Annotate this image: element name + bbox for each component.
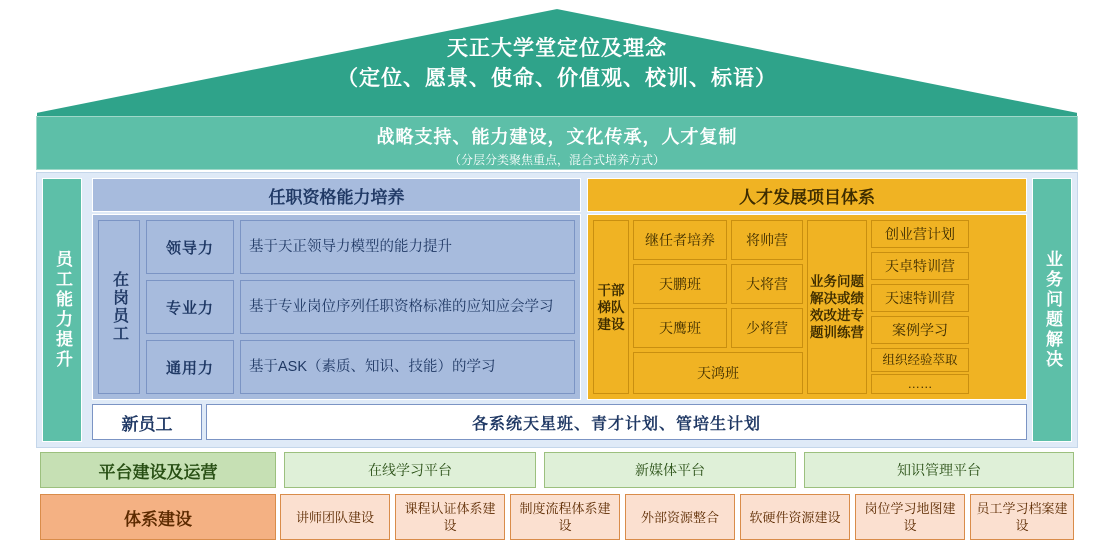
talent-tianying-class: 天鹰班 bbox=[633, 308, 727, 348]
strategy-band bbox=[36, 116, 1078, 170]
talent-ellipsis: …… bbox=[871, 374, 969, 394]
ability-professional-desc: 基于专业岗位序列任职资格标准的应知应会学习 bbox=[240, 280, 575, 334]
talent-successor-training: 继任者培养 bbox=[633, 220, 727, 260]
system-item-external-resources: 外部资源整合 bbox=[625, 494, 735, 540]
system-row bbox=[40, 494, 1074, 540]
platform-item-knowledge-management: 知识管理平台 bbox=[804, 452, 1074, 488]
system-item-hardware-software: 软硬件资源建设 bbox=[740, 494, 850, 540]
system-item-course-certification: 课程认证体系建设 bbox=[395, 494, 505, 540]
platform-head: 平台建设及运营 bbox=[40, 452, 276, 488]
talent-tianzhuo-camp: 天卓特训营 bbox=[871, 252, 969, 280]
talent-experience-extraction: 组织经验萃取 bbox=[871, 348, 969, 372]
talent-title: 人才发展项目体系 bbox=[587, 178, 1027, 212]
talent-tiansu-camp: 天速特训营 bbox=[871, 284, 969, 312]
on-job-employee-label bbox=[98, 220, 140, 394]
problem-solving-camp-label: 业务问题解决或绩效改进专题训练营 bbox=[807, 220, 867, 394]
ability-professional: 专业力 bbox=[146, 280, 234, 334]
cadre-echelon-label: 干部梯队建设 bbox=[593, 220, 629, 394]
left-column-label: 员工能力提升 bbox=[53, 250, 72, 370]
talent-general-camp: 将帅营 bbox=[731, 220, 803, 260]
talent-minor-general-camp: 少将营 bbox=[731, 308, 803, 348]
left-column-employee-capability bbox=[42, 178, 82, 442]
roof-title-line1: 天正大学堂定位及理念 bbox=[447, 37, 667, 60]
ability-general-desc: 基于ASK（素质、知识、技能）的学习 bbox=[240, 340, 575, 394]
new-employee-desc: 各系统天星班、青才计划、管培生计划 bbox=[206, 404, 1027, 440]
talent-case-study: 案例学习 bbox=[871, 316, 969, 344]
talent-tianhong-class: 天鸿班 bbox=[633, 352, 803, 394]
ability-general: 通用力 bbox=[146, 340, 234, 394]
system-item-process-system: 制度流程体系建设 bbox=[510, 494, 620, 540]
platform-row bbox=[40, 452, 1074, 488]
right-column-business-problem bbox=[1032, 178, 1072, 442]
new-employee-label: 新员工 bbox=[92, 404, 202, 440]
system-head: 体系建设 bbox=[40, 494, 276, 540]
platform-item-online-learning: 在线学习平台 bbox=[284, 452, 536, 488]
system-item-learning-archive: 员工学习档案建设 bbox=[970, 494, 1074, 540]
roof-title bbox=[0, 34, 1114, 94]
ability-leadership-desc: 基于天正领导力模型的能力提升 bbox=[240, 220, 575, 274]
talent-startup-camp: 创业营计划 bbox=[871, 220, 969, 248]
qualification-title: 任职资格能力培养 bbox=[92, 178, 581, 212]
talent-tianpeng-class: 天鹏班 bbox=[633, 264, 727, 304]
platform-item-new-media: 新媒体平台 bbox=[544, 452, 796, 488]
on-job-employee-text: 在岗员工 bbox=[110, 271, 128, 343]
system-item-trainer-team: 讲师团队建设 bbox=[280, 494, 390, 540]
strategy-band-main: 战略支持、能力建设，文化传承，人才复制 bbox=[376, 127, 738, 147]
talent-major-general-camp: 大将营 bbox=[731, 264, 803, 304]
system-item-learning-map: 岗位学习地图建设 bbox=[855, 494, 965, 540]
roof-title-line2: （定位、愿景、使命、价值观、校训、标语） bbox=[337, 67, 777, 90]
right-column-label: 业务问题解决 bbox=[1043, 250, 1062, 370]
roof-shape bbox=[0, 0, 1114, 118]
ability-leadership: 领导力 bbox=[146, 220, 234, 274]
strategy-band-sub: （分层分类聚焦重点，混合式培养方式） bbox=[448, 153, 665, 167]
